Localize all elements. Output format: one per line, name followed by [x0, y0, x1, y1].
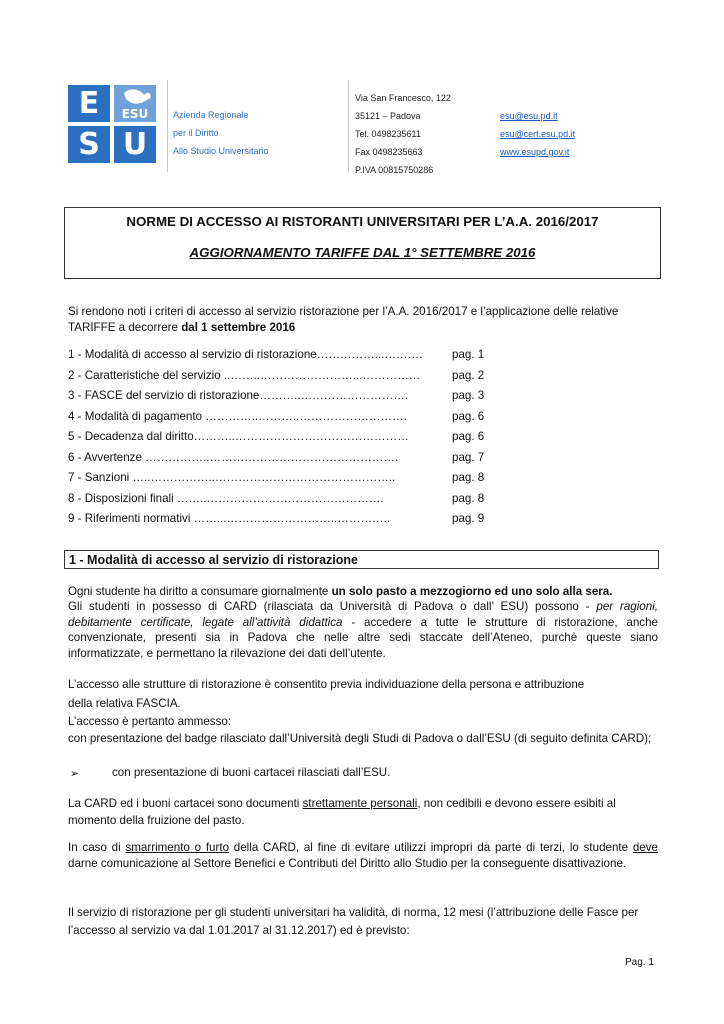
pec-email-link[interactable]: esu@cert.esu.pd.it	[500, 129, 576, 139]
logo-emblem	[114, 85, 156, 122]
intro-text: TARIFFE a decorrere	[68, 320, 182, 334]
contact-links	[500, 107, 575, 161]
toc-title: 7 - Sanzioni …..……………..………………………………………..	[68, 471, 396, 484]
text-underlined: smarrimento o furto	[125, 841, 230, 854]
intro-date: dal 1 settembre 2016	[181, 320, 296, 334]
text: Ogni studente ha diritto a consumare giornalmente	[68, 585, 332, 598]
header-divider	[167, 80, 168, 172]
text-line: della relativa FASCIA.	[68, 696, 181, 710]
toc-title: 3 - FASCE del servizio di ristorazione………..……………………….	[68, 389, 409, 402]
paragraph: Il servizio di ristorazione per gli studenti universitari ha validità, di norma, 12 mesi (l’attribuzione delle Fasce per l’accesso al servizio va dal 1.01.2017 al 31.12.2017) ed è previsto:	[68, 906, 639, 937]
paragraph	[68, 795, 658, 829]
document-title: NORME DI ACCESSO AI RISTORANTI UNIVERSITARI PER L’A.A. 2016/2017	[126, 214, 599, 229]
paragraph	[68, 599, 658, 661]
toc-title: 8 - Disposizioni finali ……..……………………………………….	[68, 491, 384, 505]
address-line: Via San Francesco, 122	[355, 93, 451, 103]
lion-icon	[114, 85, 156, 122]
toc-page: pag. 1	[452, 348, 485, 361]
toc-page: pag. 7	[452, 450, 485, 464]
intro-line: Si rendono noti i criteri di accesso al servizio ristorazione per l’A.A. 2016/2017 e l’applicazione delle relative	[68, 305, 619, 318]
org-line: Azienda Regionale	[173, 110, 249, 120]
document-subtitle: AGGIORNAMENTO TARIFFE DAL 1° SETTEMBRE 2016	[189, 245, 536, 260]
title-box	[64, 207, 661, 279]
text: In caso di	[68, 841, 126, 854]
toc-title: 9 - Riferimenti normativi ……...………………………..…………..	[68, 512, 391, 525]
section-heading: 1 - Modalità di accesso al servizio di ristorazione	[64, 550, 659, 569]
text: - accedere a tutte le strutture di ristorazione, anche convenzionate, presenti sia in Padova che nelle altre sedi staccate dell’Ateneo, purchè queste siano informatizzate, e permettano la rilevazione dei dati dell’utente.	[68, 615, 658, 660]
paragraph	[68, 584, 658, 600]
toc-page: pag. 6	[452, 409, 485, 423]
toc-title: 6 - Avvertenze ……………..………………………………………….	[68, 450, 399, 464]
logo-letter-e: E	[68, 85, 110, 122]
text-line: L’accesso alle strutture di ristorazione è consentito previa individuazione della persona e attribuzione	[68, 678, 585, 691]
text-italic: per ragioni, debitamente certificate, legate all’attività didattica	[68, 600, 658, 629]
arrow-bullet-icon: ➢	[70, 768, 80, 780]
phone: Tel. 0498235611	[355, 129, 421, 139]
fax: Fax 0498235663	[355, 147, 423, 157]
address-line: 35121 – Padova	[355, 111, 421, 121]
toc-page: pag. 8	[452, 491, 485, 505]
org-name	[173, 106, 269, 160]
text-bold: un solo pasto a mezzogiorno ed uno solo alla sera.	[331, 585, 613, 598]
toc-page: pag. 3	[452, 389, 485, 402]
toc-title: 4 - Modalità di pagamento …………..………..……………………….	[68, 409, 407, 423]
text: , non cedibili e devono essere esibiti al momento della fruizione del pasto.	[68, 797, 616, 827]
toc-page: pag. 6	[452, 430, 485, 443]
org-line: Allo Studio Universitario	[173, 146, 269, 156]
logo-small-text: ESU	[121, 107, 149, 121]
text-line: L’accesso è pertanto ammesso:	[68, 715, 232, 728]
logo-letter-u: U	[114, 126, 156, 163]
logo-letter-s: S	[68, 126, 110, 163]
text: La CARD ed i buoni cartacei sono documenti	[68, 797, 303, 810]
toc-title: 1 - Modalità di accesso al servizio di ristorazione……………...……….	[68, 348, 423, 361]
text: della CARD, al fine di evitare utilizzi impropri da parte di terzi, lo studente	[229, 841, 633, 854]
website-link[interactable]: www.esupd.gov.it	[500, 147, 570, 157]
org-line: per il Diritto	[173, 128, 219, 138]
paragraph	[68, 676, 658, 732]
toc-page: pag. 9	[452, 512, 485, 525]
text: darne comunicazione al Settore Benefici e Contributi del Diritto allo Studio per la conseguente disattivazione.	[68, 856, 627, 870]
address-block	[355, 89, 451, 179]
email-link[interactable]: esu@esu.pd.it	[500, 111, 558, 121]
text-underlined: strettamente personali	[302, 797, 418, 810]
intro-paragraph	[68, 304, 658, 335]
paragraph	[68, 840, 658, 871]
text: Gli studenti in possesso di CARD (rilasciata da Università di Padova o dall’ ESU) possono -	[68, 600, 597, 613]
toc-title: 5 - Decadenza dal diritto………..………………………………………	[68, 430, 409, 443]
toc-page: pag. 2	[452, 368, 485, 382]
esu-logo	[68, 85, 156, 163]
text-underlined: deve	[632, 841, 658, 854]
vat-number: P.IVA 00815750286	[355, 165, 434, 175]
header-divider	[348, 80, 349, 172]
page-number: Pag. 1	[625, 957, 654, 968]
bullet-text: con presentazione di buoni cartacei rilasciati dall’ESU.	[112, 766, 391, 779]
toc-title: 2 - Caratteristiche del servizio ..……..……………………...……………	[68, 368, 421, 382]
paragraph: con presentazione del badge rilasciato dall’Università degli Studi di Padova o dall’ESU (di seguito definita CARD);	[68, 732, 652, 745]
toc-page: pag. 8	[452, 471, 485, 484]
